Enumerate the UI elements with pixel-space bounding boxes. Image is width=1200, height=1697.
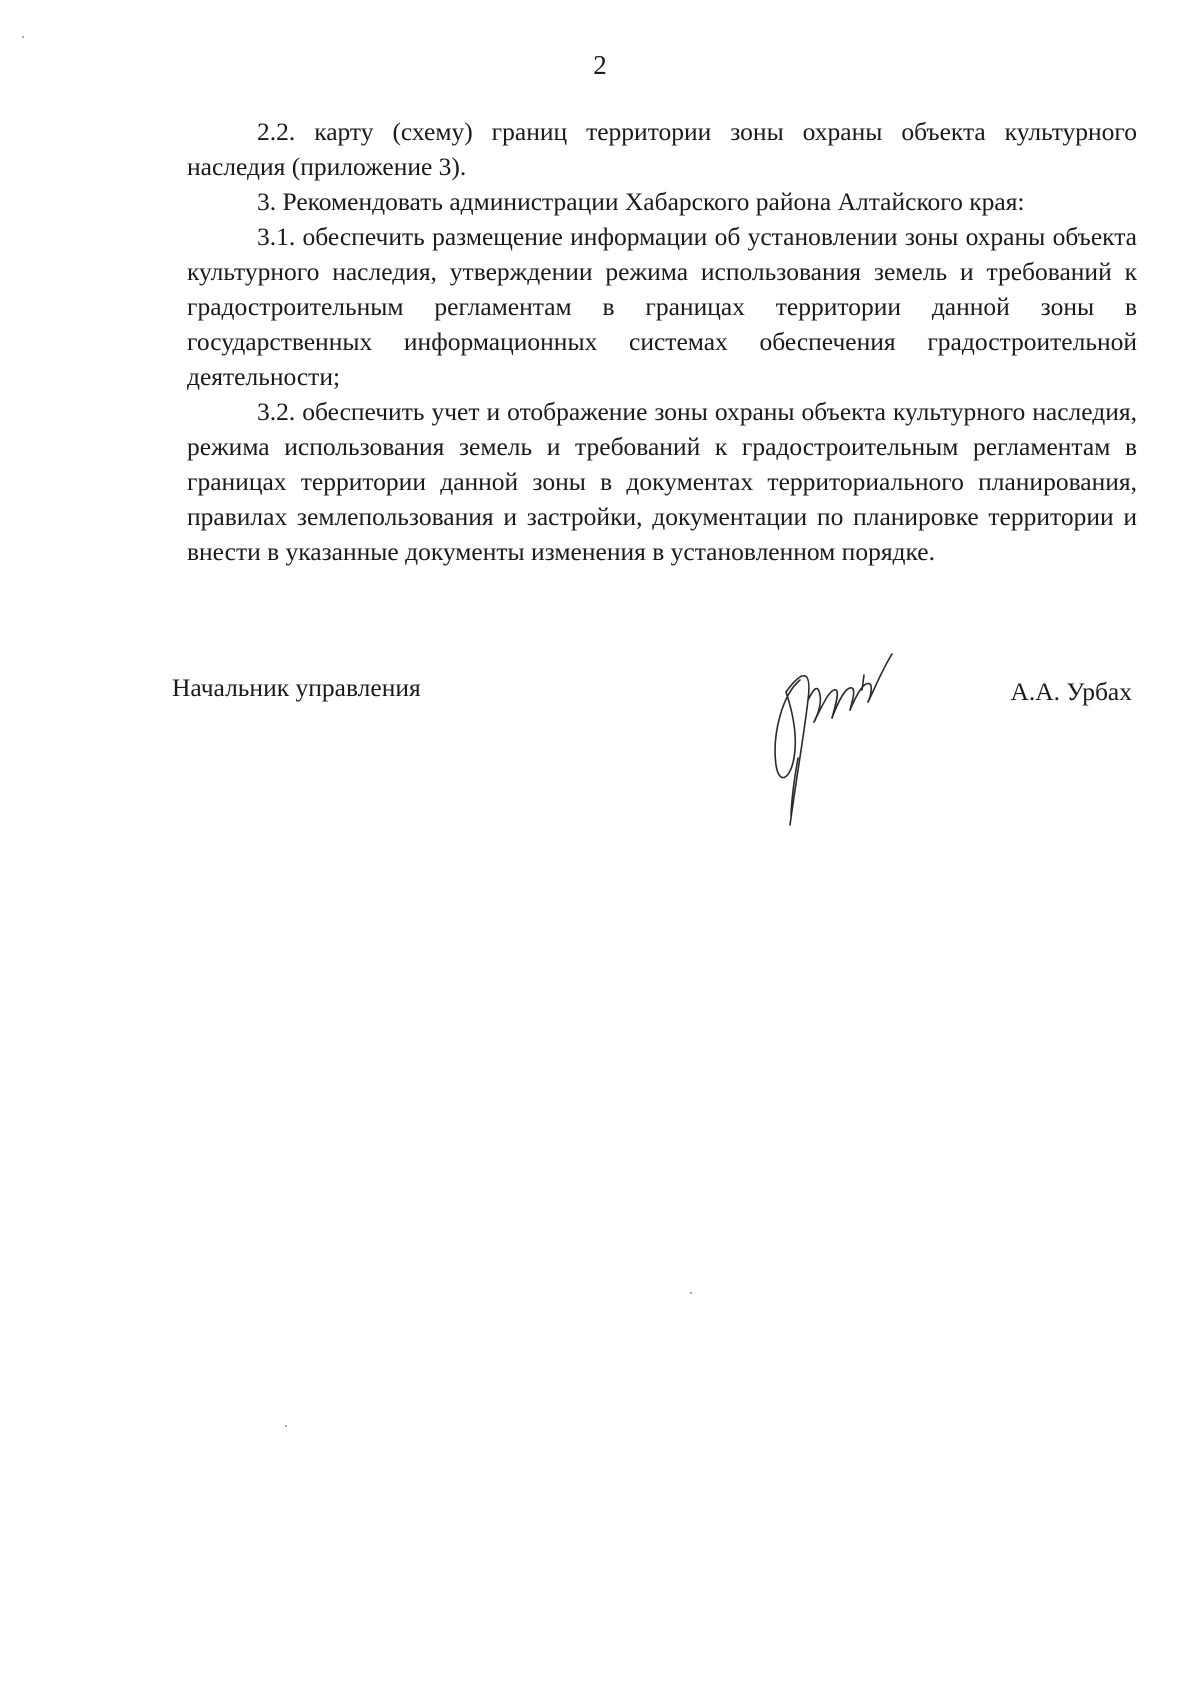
signer-name: А.А. Урбах — [1010, 677, 1132, 706]
signature-block — [172, 670, 1132, 830]
scan-speck — [22, 36, 24, 38]
paragraph-3: 3. Рекомендовать администрации Хабарского района Алтайского края: — [257, 187, 1025, 216]
paragraph-2-2: 2.2. карту (схему) границ территории зоны охраны объекта культурного наследия (приложение 3). — [187, 117, 1137, 181]
handwritten-signature — [742, 640, 912, 840]
document-body — [187, 114, 1137, 569]
paragraph-3-1: 3.1. обеспечить размещение информации об установлении зоны охраны объекта культурного наследия, утверждении режима использования земель и требований к градостроительным регламентам в границах территории данной зоны в государственных информационных системах обеспечения градостроительной деятельности; — [187, 222, 1137, 391]
scan-speck — [285, 1425, 287, 1427]
scan-speck — [690, 1292, 692, 1294]
signer-title: Начальник управления — [172, 673, 421, 702]
page-number: 2 — [593, 50, 607, 80]
paragraph-3-2: 3.2. обеспечить учет и отображение зоны охраны объекта культурного наследия, режима использования земель и требований к градостроительным регламентам в границах территории данной зоны в документах территориального планирования, правилах землепользования и застройки, документации по планировке территории и внести в указанные документы изменения в установленном порядке. — [187, 397, 1137, 566]
